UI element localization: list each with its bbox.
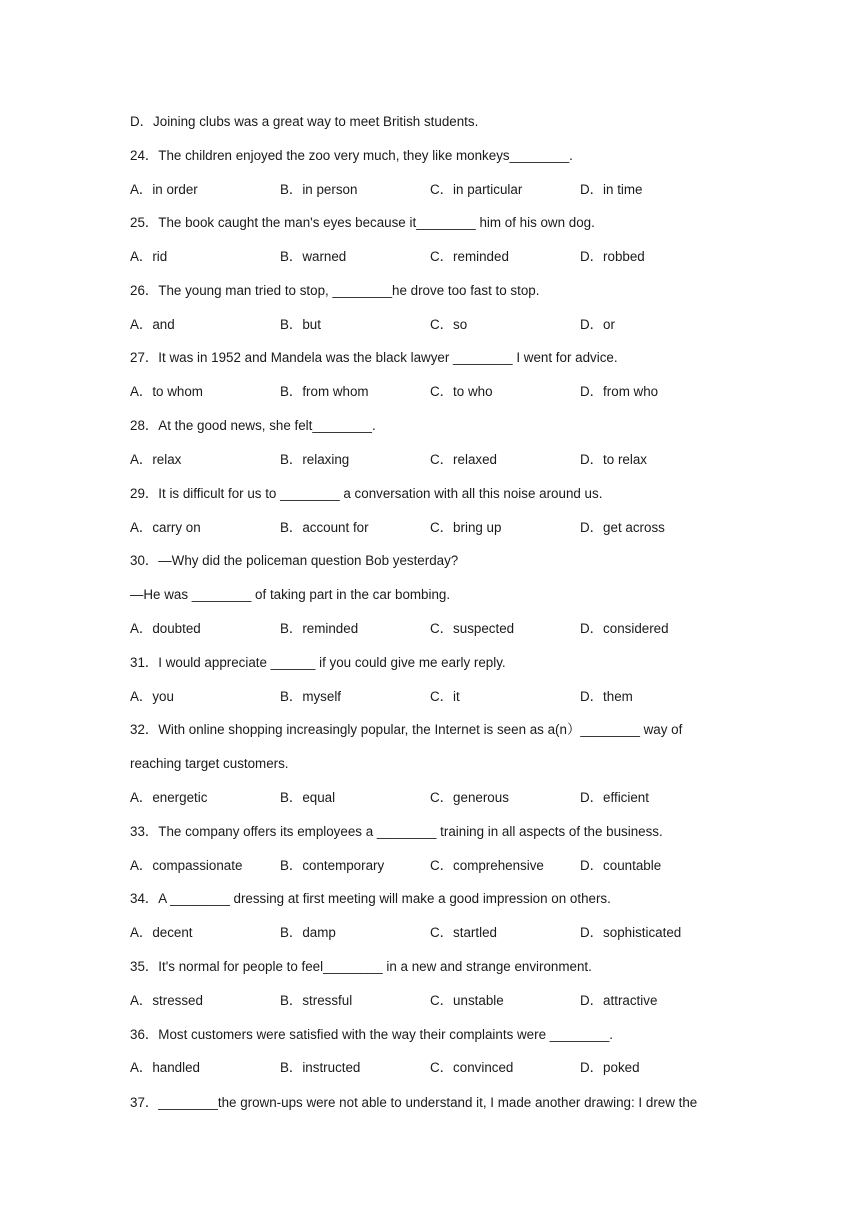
option-a: A．you: [130, 689, 174, 704]
option-d: D．countable: [580, 858, 662, 873]
option-c: C．unstable: [430, 993, 504, 1008]
option-b: B．myself: [280, 689, 342, 704]
option-a: A．compassionate: [130, 858, 243, 873]
question-30: 30．—Why did the policeman question Bob yesterday?: [130, 553, 459, 568]
option-a: A．stressed: [130, 993, 203, 1008]
question-28: 28．At the good news, she felt________.: [130, 418, 376, 433]
question-35: 35．It's normal for people to feel________ in a new and strange environment.: [130, 959, 592, 974]
option-c: C．convinced: [430, 1060, 514, 1075]
option-d: D．considered: [580, 621, 669, 636]
question-29: 29．It is difficult for us to ________ a conversation with all this noise around us.: [130, 486, 603, 501]
option-b: B．damp: [280, 925, 336, 940]
option-d: D．to relax: [580, 452, 647, 467]
option-b: B．account for: [280, 520, 369, 535]
option-a: A．energetic: [130, 790, 208, 805]
option-line: D．Joining clubs was a great way to meet British students.: [130, 114, 479, 129]
option-c: C．generous: [430, 790, 509, 805]
option-b: B．but: [280, 317, 321, 332]
option-a: A．rid: [130, 249, 168, 264]
option-a: A．carry on: [130, 520, 201, 535]
option-d: D．get across: [580, 520, 665, 535]
option-d: D．from who: [580, 384, 659, 399]
question-32-continued: reaching target customers.: [130, 756, 289, 771]
option-c: C．so: [430, 317, 468, 332]
option-d: D．robbed: [580, 249, 645, 264]
option-c: C．to who: [430, 384, 493, 399]
question-24: 24．The children enjoyed the zoo very much, they like monkeys________.: [130, 148, 573, 163]
option-c: C．it: [430, 689, 460, 704]
option-a: A．to whom: [130, 384, 203, 399]
option-c: C．suspected: [430, 621, 515, 636]
option-c: C．relaxed: [430, 452, 497, 467]
option-d: D．them: [580, 689, 633, 704]
option-a: A．handled: [130, 1060, 200, 1075]
option-a: A．decent: [130, 925, 193, 940]
option-c: C．in particular: [430, 182, 523, 197]
option-c: C．startled: [430, 925, 497, 940]
option-d: D．poked: [580, 1060, 640, 1075]
option-d: D．or: [580, 317, 615, 332]
question-26: 26．The young man tried to stop, ________he drove too fast to stop.: [130, 283, 540, 298]
option-b: B．reminded: [280, 621, 359, 636]
option-b: B．warned: [280, 249, 347, 264]
option-a: A．in order: [130, 182, 198, 197]
question-37: 37．________the grown-ups were not able to understand it, I made another drawing: I drew the: [130, 1095, 698, 1110]
option-b: B．instructed: [280, 1060, 361, 1075]
question-32: 32．With online shopping increasingly popular, the Internet is seen as a(n）________ way of: [130, 722, 683, 737]
option-c: C．bring up: [430, 520, 502, 535]
option-b: B．stressful: [280, 993, 353, 1008]
option-b: B．in person: [280, 182, 358, 197]
question-36: 36．Most customers were satisfied with the way their complaints were ________.: [130, 1027, 614, 1042]
option-b: B．equal: [280, 790, 336, 805]
question-34: 34．A ________ dressing at first meeting will make a good impression on others.: [130, 891, 611, 906]
question-31: 31．I would appreciate ______ if you could give me early reply.: [130, 655, 506, 670]
question-30-reply: —He was ________ of taking part in the car bombing.: [130, 587, 451, 602]
option-c: C．comprehensive: [430, 858, 544, 873]
option-b: B．from whom: [280, 384, 369, 399]
question-33: 33．The company offers its employees a ________ training in all aspects of the business.: [130, 824, 663, 839]
option-c: C．reminded: [430, 249, 509, 264]
option-a: A．and: [130, 317, 175, 332]
option-b: B．relaxing: [280, 452, 350, 467]
option-a: A．relax: [130, 452, 182, 467]
option-a: A．doubted: [130, 621, 201, 636]
option-d: D．efficient: [580, 790, 649, 805]
option-d: D．attractive: [580, 993, 658, 1008]
question-27: 27．It was in 1952 and Mandela was the black lawyer ________ I went for advice.: [130, 350, 618, 365]
option-d: D．sophisticated: [580, 925, 682, 940]
option-b: B．contemporary: [280, 858, 385, 873]
option-d: D．in time: [580, 182, 643, 197]
question-25: 25．The book caught the man's eyes because it________ him of his own dog.: [130, 215, 595, 230]
